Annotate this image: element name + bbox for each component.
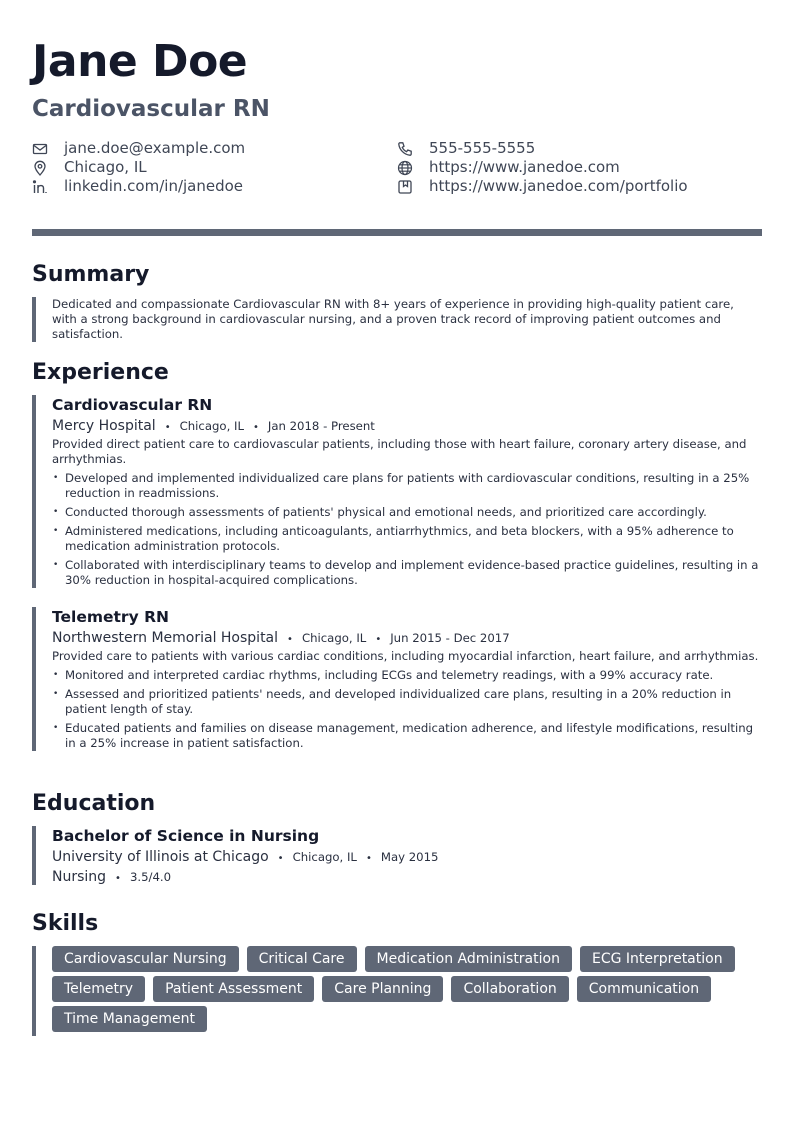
summary-section [32,297,762,342]
job-bullet: • Educated patients and families on disease management, medication adherence, and lifestyle modifications, resulting in a 25% increase in patient satisfaction. [52,721,762,751]
job-bullets [52,668,762,751]
job-bullet: • Developed and implemented individualized care plans for patients with cardiovascular conditions, resulting in a 25% reduction in readmissions. [52,471,762,501]
job-title: Cardiovascular RN [52,396,213,414]
skill-tag: Care Planning [322,976,443,1002]
job-bullet: • Collaborated with interdisciplinary teams to develop and implement evidence-based practice guidelines, resulting in a 30% reduction in hospital-acquired complications. [52,558,762,588]
skill-tag: Cardiovascular Nursing [52,946,239,972]
portfolio-icon [397,179,413,195]
education-meta [52,849,762,865]
school-name: University of Illinois at Chicago [52,849,269,865]
candidate-role: Cardiovascular RN [32,96,270,122]
separator-dot: • [252,422,259,433]
experience-item [32,607,762,751]
degree-title: Bachelor of Science in Nursing [52,827,320,845]
field-of-study: Nursing [52,869,107,885]
skill-tag: Time Management [52,1006,207,1032]
experience-heading: Experience [32,360,169,385]
job-company: Mercy Hospital [52,418,156,434]
summary-text: Dedicated and compassionate Cardiovascular RN with 8+ years of experience in providing high-quality patient care, with a strong background in cardiovascular nursing, and a proven track record of improving patient outcomes and satisfaction. [52,297,734,341]
skill-tag: Patient Assessment [153,976,314,1002]
job-bullet: • Monitored and interpreted cardiac rhythms, including ECGs and telemetry readings, with a 99% accuracy rate. [52,668,762,683]
candidate-name: Jane Doe [32,36,248,87]
skill-tag: Critical Care [247,946,357,972]
job-dates: Jun 2015 - Dec 2017 [390,631,510,645]
skill-tag: Communication [577,976,711,1002]
contact-phone-text: 555-555-5555 [429,139,536,157]
separator-dot: • [277,853,284,864]
contact-location-text: Chicago, IL [64,158,147,176]
job-description: Provided care to patients with various cardiac conditions, including myocardial infarction, heart failure, and arrhythmias. [52,649,759,663]
separator-dot: • [375,634,382,645]
contact-website-text: https://www.janedoe.com [429,158,620,176]
job-description: Provided direct patient care to cardiovascular patients, including those with heart failure, coronary artery disease, and arrhythmias. [52,437,747,466]
gpa: 3.5/4.0 [129,870,172,884]
contact-email-text: jane.doe@example.com [64,139,246,157]
job-dates: Jan 2018 - Present [267,419,375,433]
experience-item [32,395,762,588]
job-bullet: • Conducted thorough assessments of patients' physical and emotional needs, and prioritized care accordingly. [52,505,762,520]
header-divider [32,229,762,236]
education-field-meta [52,869,762,885]
contact-phone[interactable] [397,139,535,158]
school-location: Chicago, IL [292,850,357,864]
contact-linkedin-text: linkedin.com/in/janedoe [64,177,244,195]
separator-dot: • [164,422,171,433]
graduation-date: May 2015 [380,850,439,864]
contact-location [32,158,147,177]
contact-portfolio-text: https://www.janedoe.com/portfolio [429,177,688,195]
skill-tag: Telemetry [52,976,145,1002]
education-heading: Education [32,791,156,816]
globe-icon [397,160,413,176]
skill-tag: Collaboration [451,976,568,1002]
phone-icon [397,141,413,157]
mail-icon [32,141,48,157]
contact-linkedin[interactable] [32,177,243,196]
job-meta [52,418,762,434]
job-bullets [52,471,762,588]
education-item [32,826,762,885]
job-meta [52,630,762,646]
job-title: Telemetry RN [52,608,169,626]
job-location: Chicago, IL [179,419,244,433]
contact-email[interactable] [32,139,245,158]
skills-heading: Skills [32,911,99,936]
skills-section [32,946,762,1036]
skill-tag: Medication Administration [365,946,572,972]
contact-website[interactable] [397,158,620,177]
skill-tag: ECG Interpretation [580,946,735,972]
summary-heading: Summary [32,262,150,287]
separator-dot: • [365,853,372,864]
job-bullet: • Assessed and prioritized patients' needs, and developed individualized care plans, resulting in a 20% reduction in patient length of stay. [52,687,762,717]
job-location: Chicago, IL [301,631,367,645]
job-company: Northwestern Memorial Hospital [52,630,279,646]
job-bullet: • Administered medications, including anticoagulants, antiarrhythmics, and beta blockers, with a 95% adherence to medication administration protocols. [52,524,762,554]
separator-dot: • [287,634,293,645]
map-pin-icon [32,160,48,176]
contact-portfolio[interactable] [397,177,688,196]
separator-dot: • [115,873,121,884]
linkedin-icon [32,179,48,195]
skills-list [52,946,762,1036]
